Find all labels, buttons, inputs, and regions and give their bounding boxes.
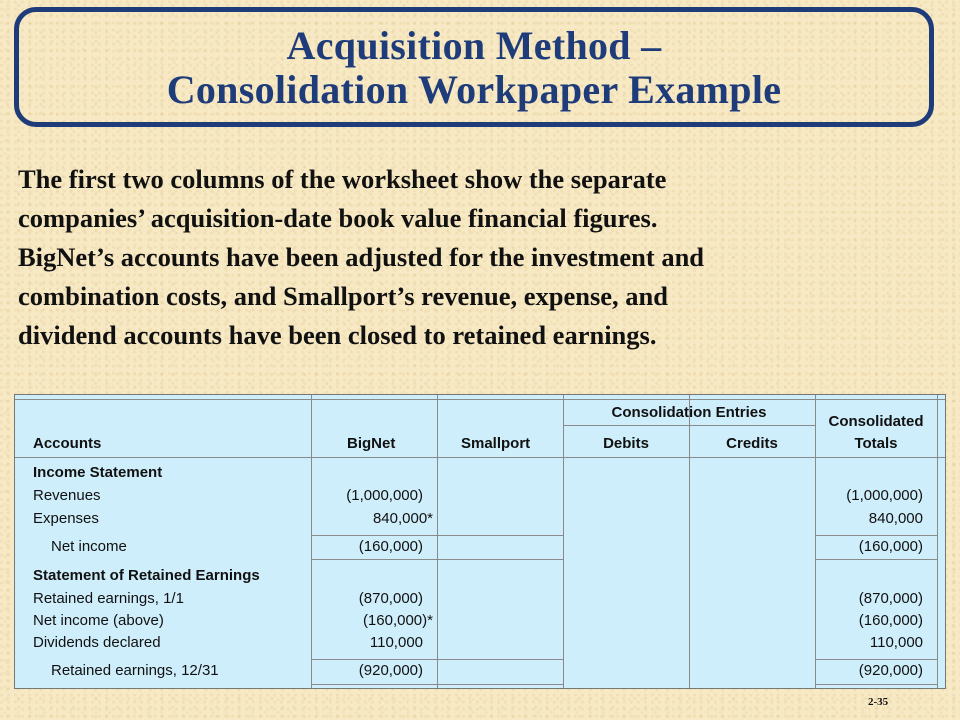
intro-line: dividend accounts have been closed to retained earnings. bbox=[18, 320, 657, 350]
subtotal-rule bbox=[311, 659, 563, 660]
column-divider bbox=[937, 395, 938, 688]
header-smallport: Smallport bbox=[461, 435, 531, 452]
bignet-value: 110,000 bbox=[369, 634, 423, 651]
bignet-value: (160,000) bbox=[358, 538, 423, 555]
table-row-label: Revenues bbox=[33, 487, 101, 504]
consolidated-value: (160,000) bbox=[858, 612, 923, 629]
table-row-label: Retained earnings, 1/1 bbox=[33, 590, 184, 607]
total-rule bbox=[815, 684, 937, 685]
table-row-label: Dividends declared bbox=[33, 634, 161, 651]
bignet-value: (1,000,000) bbox=[346, 487, 423, 504]
intro-paragraph bbox=[18, 160, 938, 355]
subtotal-rule bbox=[311, 535, 563, 536]
table-row-label: Net income (above) bbox=[33, 612, 164, 629]
table-row-label: Net income bbox=[51, 538, 127, 555]
consolidated-value: (160,000) bbox=[858, 538, 923, 555]
bignet-value: (920,000) bbox=[358, 662, 423, 679]
header-bottom-rule bbox=[15, 457, 946, 458]
intro-line: The first two columns of the worksheet show the separate bbox=[18, 164, 667, 194]
header-credits: Credits bbox=[726, 435, 778, 452]
title-box bbox=[14, 7, 934, 127]
subtotal-rule bbox=[815, 535, 937, 536]
header-accounts: Accounts bbox=[33, 435, 102, 452]
page-number: 2-35 bbox=[868, 696, 889, 708]
consolidated-value: (870,000) bbox=[858, 590, 923, 607]
entries-subheader-rule bbox=[563, 425, 815, 426]
header-debits: Debits bbox=[603, 435, 649, 452]
consolidated-value: 110,000 bbox=[869, 634, 923, 651]
consolidation-worksheet bbox=[14, 394, 946, 689]
header-consolidated-line1: Consolidated bbox=[828, 413, 924, 430]
header-consolidation-entries: Consolidation Entries bbox=[611, 404, 767, 421]
bignet-value: (160,000)* bbox=[362, 612, 433, 629]
section-heading-income-statement: Income Statement bbox=[33, 464, 163, 481]
section-heading-retained-earnings: Statement of Retained Earnings bbox=[33, 567, 260, 584]
header-bignet: BigNet bbox=[347, 435, 396, 452]
intro-line: combination costs, and Smallport’s revenue, expense, and bbox=[18, 281, 669, 311]
bignet-value: (870,000) bbox=[358, 590, 423, 607]
bignet-value: 840,000* bbox=[372, 510, 433, 527]
subtotal-rule bbox=[815, 659, 937, 660]
total-rule bbox=[815, 559, 937, 560]
slide-title-line-2: Consolidation Workpaper Example bbox=[166, 67, 782, 112]
header-top-rule bbox=[15, 399, 946, 400]
table-row-label: Retained earnings, 12/31 bbox=[51, 662, 219, 679]
table-row-label: Expenses bbox=[33, 510, 99, 527]
column-divider bbox=[437, 395, 438, 688]
consolidated-value: (1,000,000) bbox=[846, 487, 923, 504]
slide-title-line-1: Acquisition Method – bbox=[286, 23, 662, 68]
header-consolidated-line2: Totals bbox=[854, 435, 898, 452]
intro-line: companies’ acquisition-date book value financial figures. bbox=[18, 203, 658, 233]
total-rule bbox=[311, 684, 563, 685]
total-rule bbox=[311, 559, 563, 560]
intro-line: BigNet’s accounts have been adjusted for the investment and bbox=[18, 242, 705, 272]
consolidated-value: (920,000) bbox=[858, 662, 923, 679]
consolidated-value: 840,000 bbox=[868, 510, 923, 527]
